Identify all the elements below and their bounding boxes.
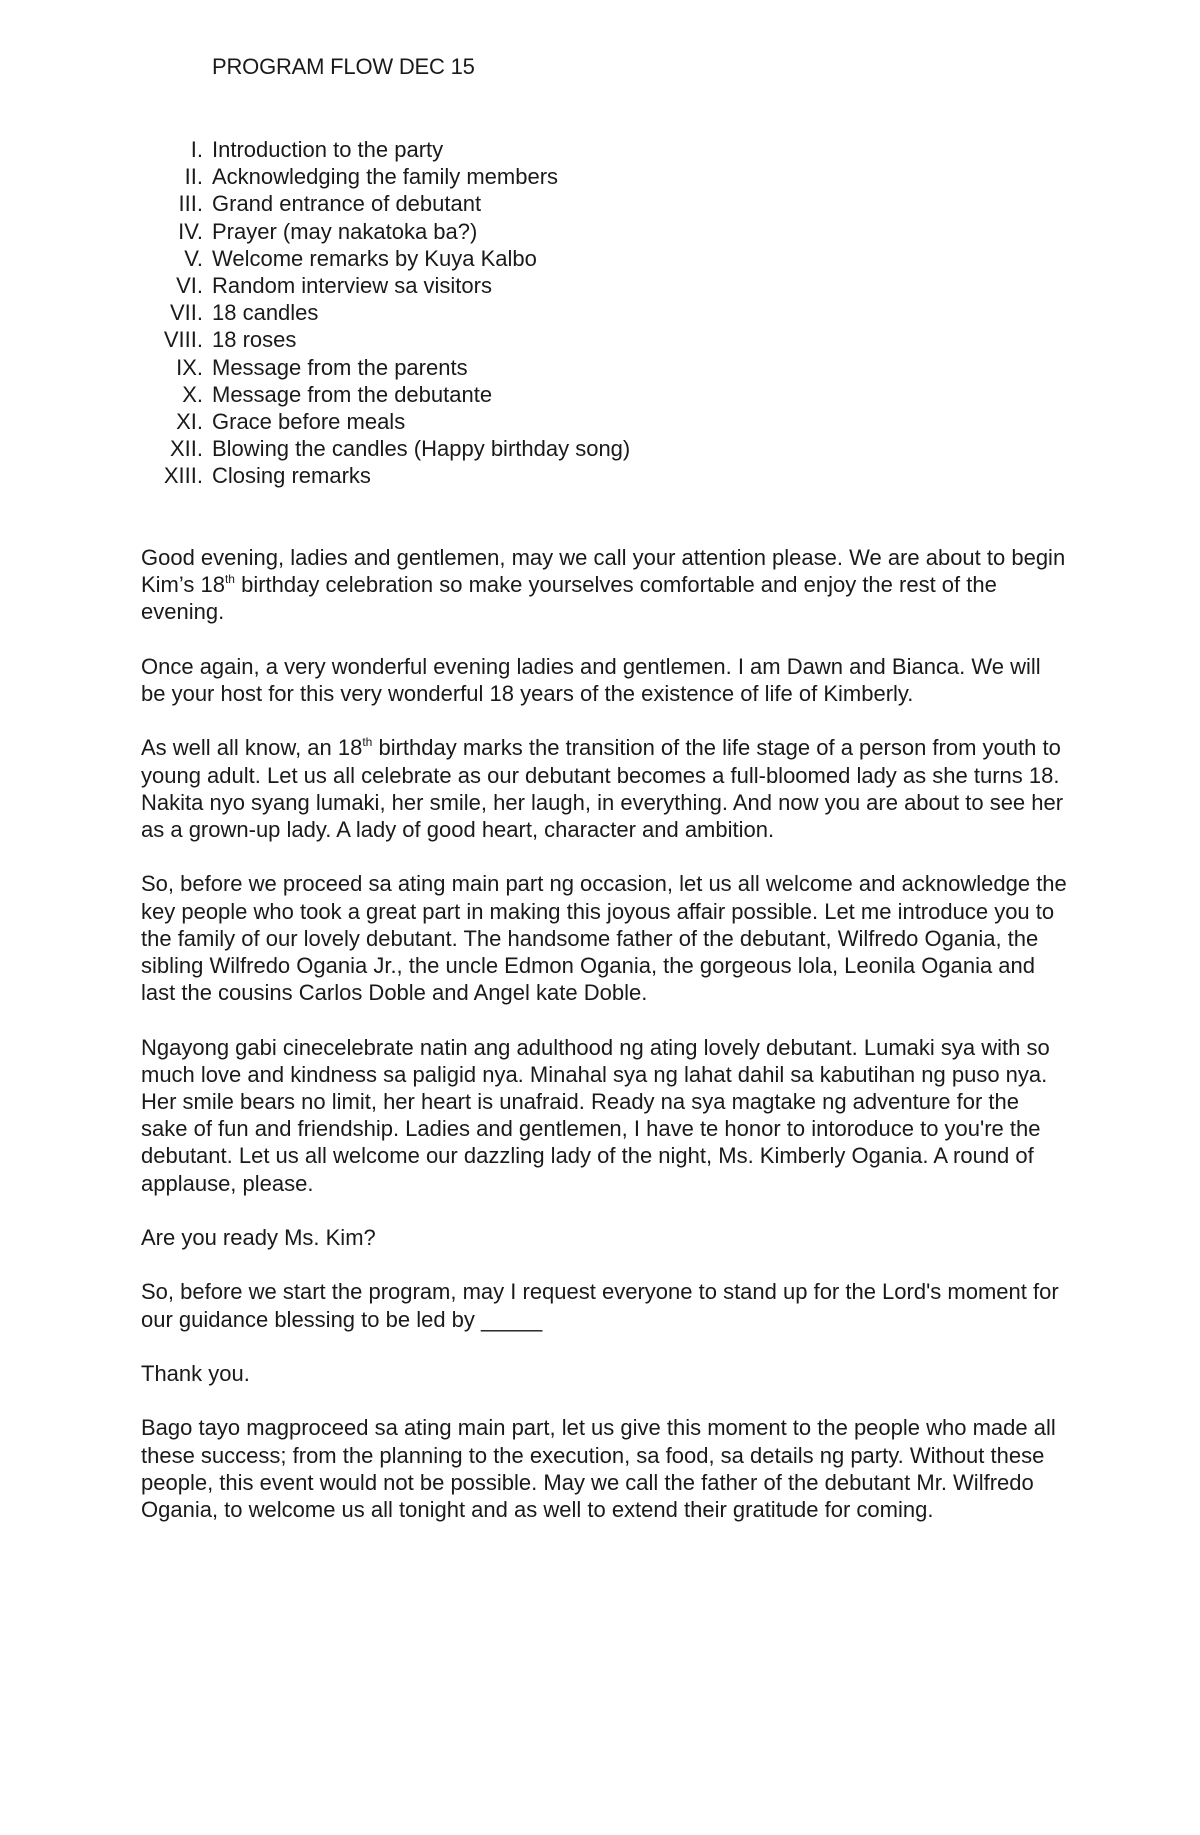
agenda-item — [130, 218, 630, 245]
agenda-item-text: Random interview sa visitors — [212, 272, 492, 298]
program-agenda-list — [130, 136, 630, 489]
agenda-item — [130, 136, 630, 163]
paragraph-ready: Are you ready Ms. Kim? — [141, 1225, 376, 1250]
agenda-item-number: I. — [190, 137, 203, 162]
paragraph-prayer: So, before we start the program, may I request everyone to stand up for the Lord's moment for our guidance blessing to be led by _____ — [141, 1279, 1059, 1332]
agenda-item-number: IV. — [178, 218, 203, 244]
agenda-item — [130, 462, 630, 489]
document-title: PROGRAM FLOW DEC 15 — [212, 54, 475, 79]
agenda-item-text: 18 roses — [212, 327, 297, 353]
agenda-item-number: IX. — [176, 354, 203, 380]
paragraph-thank-you: Thank you. — [141, 1360, 250, 1386]
agenda-item-text: Message from the debutante — [212, 381, 493, 407]
agenda-item — [130, 326, 630, 353]
paragraph-opening — [141, 544, 1071, 626]
ordinal-suffix: th — [362, 735, 373, 750]
agenda-item — [130, 381, 630, 408]
agenda-item-text: Introduction to the party — [212, 137, 444, 162]
agenda-item — [130, 163, 630, 190]
agenda-item-text: Blowing the candles (Happy birthday song) — [212, 436, 631, 462]
agenda-item-number: XII. — [169, 436, 203, 462]
agenda-item-number: VII. — [169, 300, 203, 326]
agenda-item — [130, 245, 630, 272]
agenda-item-number: VIII. — [163, 327, 203, 353]
agenda-item-text: Prayer (may nakatoka ba?) — [212, 218, 478, 244]
paragraph-welcome-remarks: Bago tayo magproceed sa ating main part, let us give this moment to the people who made all these success; from the planning to the execution, sa food, sa details ng party. Without these people, this event would not be possible. May we call the father of the debutant Mr. Wilfredo Ogania, to welcome us all tonight and as well to extend their gratitude for coming. — [141, 1415, 1056, 1522]
agenda-item-text: Welcome remarks by Kuya Kalbo — [212, 245, 537, 271]
agenda-item-text: Grand entrance of debutant — [212, 191, 482, 217]
paragraph-transition — [141, 734, 1071, 843]
paragraph-family-intro: So, before we proceed sa ating main part ng occasion, let us all welcome and acknowledge the key people who took a great part in making this joyous affair possible. Let me introduce you to the family of our lovely debutant. The handsome father of the debutant, Wilfredo Ogania, the sibling Wilfredo Ogania Jr., the uncle Edmon Ogania, the gorgeous lola, Leonila Ogania and last the cousins Carlos Doble and Angel kate Doble. — [141, 871, 1067, 1006]
agenda-item — [130, 299, 630, 326]
agenda-item-number: XI. — [176, 408, 203, 434]
agenda-item-number: V. — [184, 245, 203, 271]
agenda-item-text: 18 candles — [212, 300, 319, 326]
paragraph-text: birthday marks the transition of the life stage of a person from youth to young adult. Let us all celebrate as our debutant becomes a full-bloomed lady as she turns 18. Nakita nyo syang lumaki, her smile, her laugh, in everything. And now you are about to see her as a grown-up lady. A lady of good heart, character and ambition. — [141, 735, 1064, 842]
agenda-item-text: Grace before meals — [212, 408, 406, 434]
script-body — [141, 544, 1071, 1550]
paragraph-host-intro: Once again, a very wonderful evening ladies and gentlemen. I am Dawn and Bianca. We will be your host for this very wonderful 18 years of the existence of life of Kimberly. — [141, 653, 1041, 706]
paragraph-text: Good evening, ladies and gentlemen, may we call your attention please. We are about to begin Kim’s 18 — [141, 545, 1066, 598]
agenda-item — [130, 190, 630, 217]
paragraph-debutant-entrance: Ngayong gabi cinecelebrate natin ang adulthood ng ating lovely debutant. Lumaki sya with so much love and kindness sa paligid nya. Minahal sya ng lahat dahil sa kabutihan ng puso nya. Her smile bears no limit, her heart is unafraid. Ready na sya magtake ng adventure for the sake of fun and friendship. Ladies and gentlemen, I have te honor to intoroduce to you're the debutant. Let us all welcome our dazzling lady of the night, Ms. Kimberly Ogania. A round of applause, please. — [141, 1034, 1050, 1196]
agenda-item-text: Closing remarks — [212, 463, 371, 489]
paragraph-text: birthday celebration so make yourselves comfortable and enjoy the rest of the evening. — [141, 572, 997, 625]
agenda-item-number: II. — [184, 164, 203, 190]
agenda-item-text: Acknowledging the family members — [212, 164, 559, 190]
agenda-item — [130, 408, 630, 435]
agenda-item — [130, 272, 630, 299]
agenda-item — [130, 354, 630, 381]
agenda-item-number: III. — [178, 191, 203, 217]
agenda-item-number: XIII. — [163, 463, 203, 489]
agenda-item-number: VI. — [176, 272, 203, 298]
agenda-item — [130, 435, 630, 462]
ordinal-suffix: th — [224, 572, 235, 587]
paragraph-text: As well all know, an 18 — [141, 735, 363, 761]
agenda-item-number: X. — [182, 381, 203, 407]
agenda-item-text: Message from the parents — [212, 354, 468, 380]
